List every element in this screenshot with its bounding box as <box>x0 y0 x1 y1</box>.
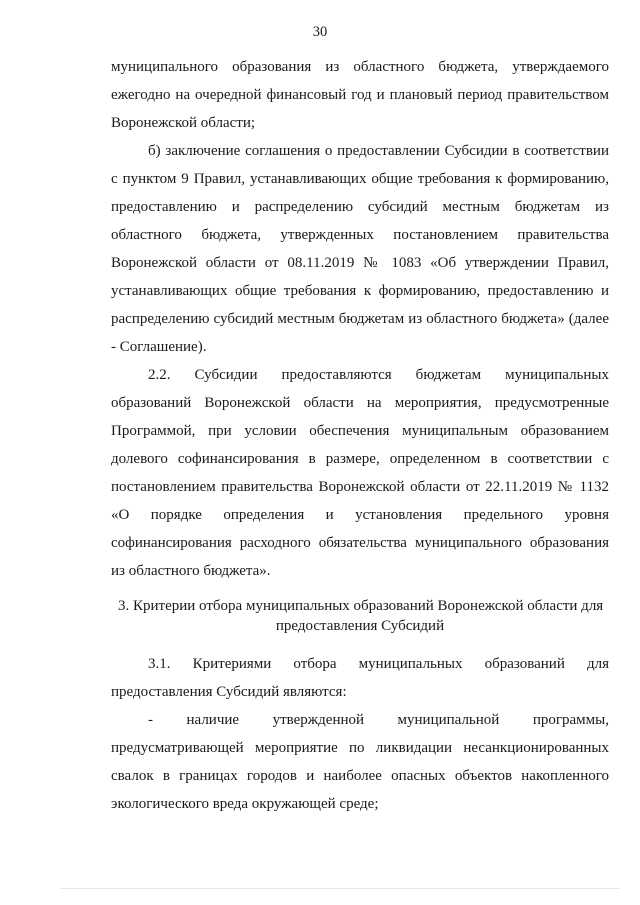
text-line: свалок в границах городов и наиболее опасных объектов накопленного <box>111 768 609 784</box>
text-line: б) заключение соглашения о предоставлении Субсидии в соответствии <box>148 143 609 159</box>
text-line: 3.1. Критериями отбора муниципальных образований для <box>148 656 609 672</box>
text-line: устанавливающих общие требования к формированию, предоставлению и <box>111 283 609 299</box>
text-line: софинансирования расходного обязательства муниципального образования <box>111 535 609 551</box>
text-line: ежегодно на очередной финансовый год и плановый период правительством <box>111 87 609 103</box>
text-line: экологического вреда окружающей среде; <box>111 796 379 812</box>
text-line: предусматривающей мероприятие по ликвидации несанкционированных <box>111 740 609 756</box>
section-heading-line: 3. Критерии отбора муниципальных образований Воронежской области для <box>118 598 604 614</box>
scan-edge-line <box>60 888 620 889</box>
text-line: Воронежской области; <box>111 115 256 131</box>
text-line: «О порядке определения и установления предельного уровня <box>111 507 609 523</box>
text-line: областного бюджета, утвержденных постановлением правительства <box>111 227 609 243</box>
text-line: 2.2. Субсидии предоставляются бюджетам муниципальных <box>148 367 609 383</box>
text-line: Воронежской области от 08.11.2019 № 1083 «Об утверждении Правил, <box>111 255 609 271</box>
page-number: 30 <box>312 24 328 40</box>
text-line: Программой, при условии обеспечения муниципальным образованием <box>111 423 609 439</box>
text-line: - Соглашение). <box>111 339 207 355</box>
text-line: с пунктом 9 Правил, устанавливающих общие требования к формированию, <box>111 171 609 187</box>
text-line: распределению субсидий местным бюджетам из областного бюджета» (далее <box>111 311 609 327</box>
text-line: - наличие утвержденной муниципальной программы, <box>148 712 609 728</box>
text-line: образований Воронежской области на мероприятия, предусмотренные <box>111 395 609 411</box>
text-line: предоставлению и распределению субсидий местным бюджетам из <box>111 199 609 215</box>
text-line: предоставления Субсидий являются: <box>111 684 347 700</box>
text-line: муниципального образования из областного бюджета, утверждаемого <box>111 59 609 75</box>
section-heading-line: предоставления Субсидий <box>275 618 445 634</box>
text-line: долевого софинансирования в размере, определенном в соответствии с <box>111 451 609 467</box>
text-line: из областного бюджета». <box>111 563 271 579</box>
text-line: постановлением правительства Воронежской области от 22.11.2019 № 1132 <box>111 479 609 495</box>
